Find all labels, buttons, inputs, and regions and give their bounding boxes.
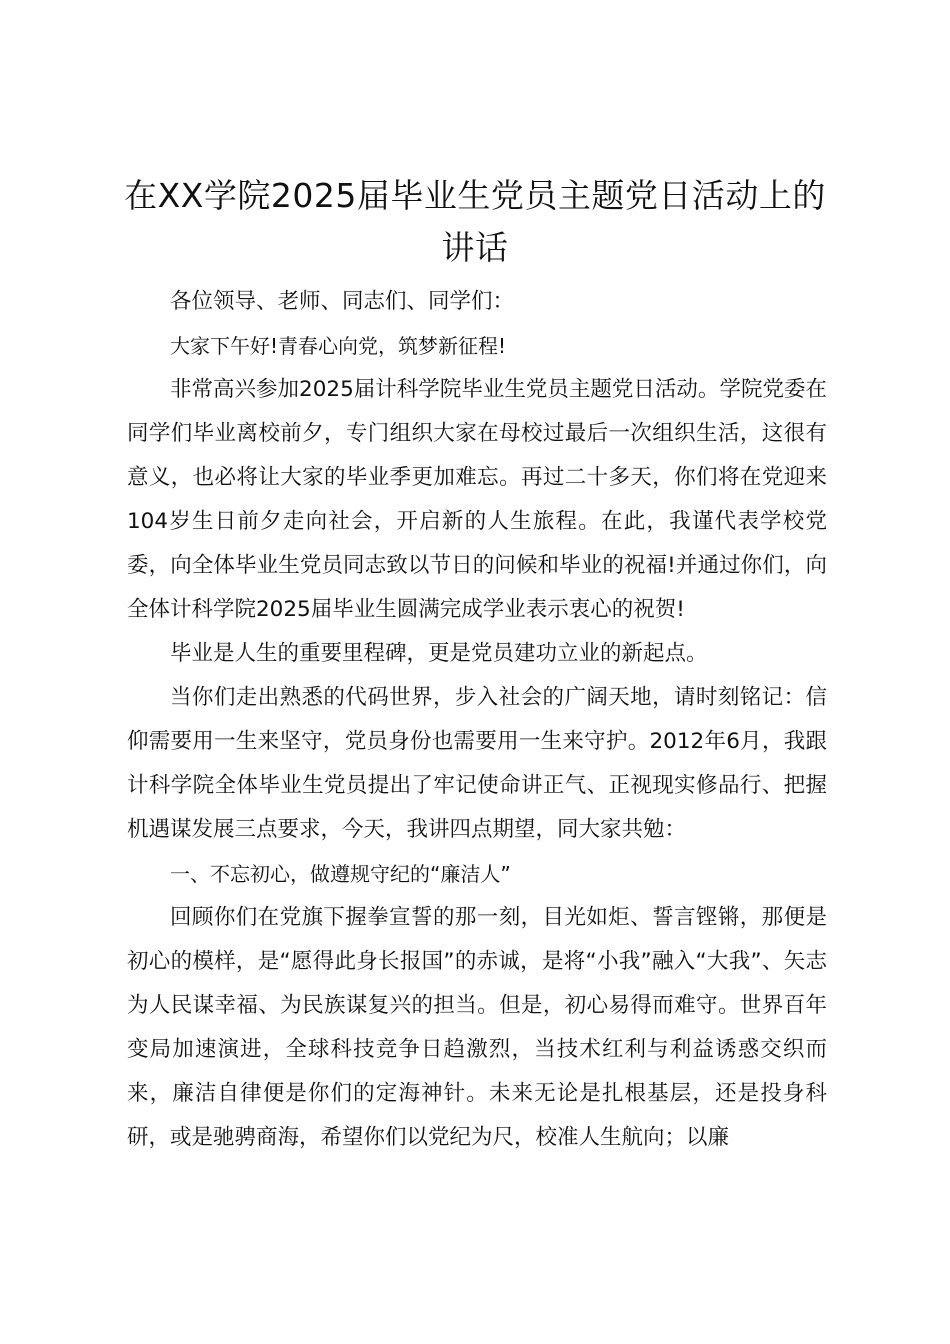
paragraph-opening: 非常高兴参加2025届计科学院毕业生党员主题党日活动。学院党委在同学们毕业离校前夕，专门组织大家在母校过最后一次组织生活，这很有意义，也必将让大家的毕业季更加难忘。再过二十多天，你们将在党迎来104岁生日前夕走向社会，开启新的人生旅程。在此，我谨代表学校党委，向全体毕业生党员同志致以节日的问候和毕业的祝福!并通过你们，向全体计科学院2025届毕业生圆满完成学业表示衷心的祝贺!	[127, 377, 827, 622]
paragraph-milestone: 毕业是人生的重要里程碑，更是党员建功立业的新起点。	[170, 641, 708, 666]
paragraph-original-aspiration: 回顾你们在党旗下握拳宣誓的那一刻，目光如炬、誓言铿锵，那便是初心的模样，是“愿得此身长报国”的赤诚，是将“小我”融入“大我”、矢志为人民谋幸福、为民族谋复兴的担当。但是，初心易得而难守。世界百年变局加速演进，全球科技竞争日趋激烈，当技术红利与利益诱惑交织而来，廉洁自律便是你们的定海神针。未来无论是扎根基层，还是投身科研，或是驰骋商海，希望你们以党纪为尺，校准人生航向；以廉	[127, 905, 827, 1150]
salutation: 各位领导、老师、同志们、同学们：	[170, 289, 515, 314]
document-title: 在XX学院2025届毕业生党员主题党日活动上的讲话	[124, 176, 826, 267]
paragraph-expectations: 当你们走出熟悉的代码世界，步入社会的广阔天地，请时刻铭记：信仰需要用一生来坚守，党员身份也需要用一生来守护。2012年6月，我跟计科学院全体毕业生党员提出了牢记使命讲正气、正视现实修品行、把握机遇谋发展三点要求，今天，我讲四点期望，同大家共勉：	[127, 685, 827, 842]
section-heading-1: 一、不忘初心，做遵规守纪的“廉洁人”	[170, 862, 511, 886]
document-body	[127, 280, 827, 1160]
greeting: 大家下午好!青春心向党，筑梦新征程!	[170, 334, 507, 358]
